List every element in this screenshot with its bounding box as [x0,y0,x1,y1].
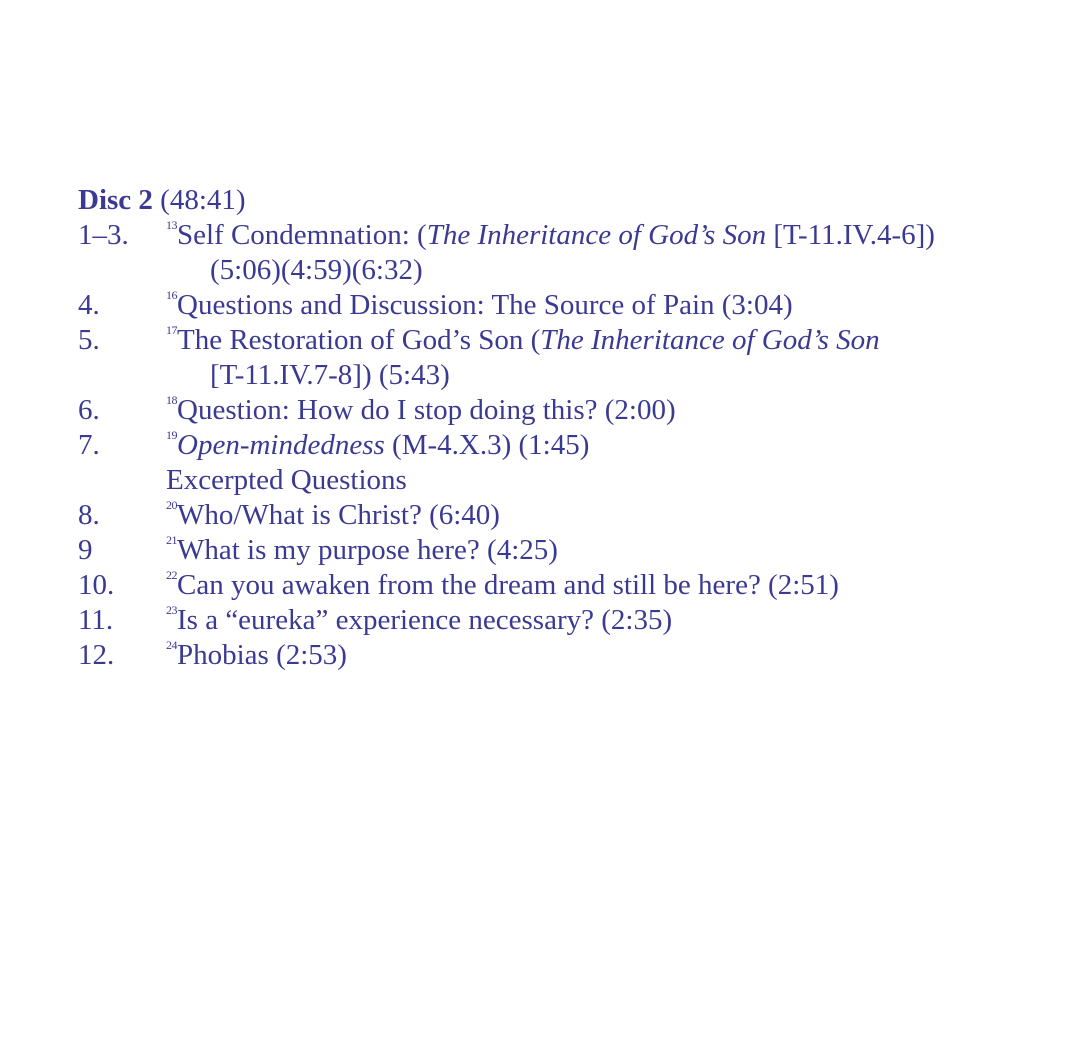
track-row [78,393,1068,428]
track-title: Is a “eureka” experience necessary? (2:35) [177,604,673,636]
track-number: 1–3. [78,219,129,251]
track-number: 8. [78,499,100,531]
footnote-ref: 17 [166,323,177,337]
track-title: Open-mindedness [177,429,385,461]
footnote-ref: 21 [166,533,177,547]
track-number: 5. [78,324,100,356]
disc-header [78,183,1068,218]
footnote-ref: 19 [166,428,177,442]
track-row [78,498,1068,533]
track-durations: (5:06)(4:59)(6:32) [210,254,423,286]
footnote-ref: 23 [166,603,177,617]
track-row [78,638,1068,673]
footnote-ref: 13 [166,218,177,232]
track-title: Question: How do I stop doing this? (2:00) [177,394,676,426]
track-number: 9 [78,534,93,566]
track-listing [78,183,1068,673]
track-number: 12. [78,639,115,671]
track-number: 7. [78,429,100,461]
source-title: The Inheritance of God’s Son [426,219,767,251]
track-content [166,288,1068,323]
track-row [78,323,1068,393]
track-title: Self Condemnation: ( [177,219,427,251]
track-content [166,393,1068,428]
track-title: Questions and Discussion: The Source of Pain (3:04) [177,289,793,321]
footnote-ref: 20 [166,498,177,512]
track-row [78,428,1068,463]
track-content [166,428,1068,463]
track-number: 4. [78,289,100,321]
track-row [78,533,1068,568]
section-subheading: Excerpted Questions [166,464,407,496]
track-number: 10. [78,569,115,601]
track-number: 6. [78,394,100,426]
track-content [166,568,1068,603]
track-row [78,603,1068,638]
disc-duration: (48:41) [160,184,246,216]
footnote-ref: 18 [166,393,177,407]
track-number: 11. [78,604,114,636]
track-content [166,603,1068,638]
track-title: What is my purpose here? (4:25) [177,534,558,566]
disc-label: Disc 2 [78,184,153,216]
track-reference-duration: [T-11.IV.7-8]) (5:43) [210,359,450,391]
footnote-ref: 16 [166,288,177,302]
track-row [78,568,1068,603]
track-row [78,288,1068,323]
footnote-ref: 24 [166,638,177,652]
track-content [166,638,1068,673]
source-reference: [T-11.IV.4-6]) [766,219,935,251]
track-content [166,323,1068,393]
source-title: The Inheritance of God’s Son [540,324,880,356]
track-title: The Restoration of God’s Son ( [177,324,541,356]
section-row [78,463,1068,498]
track-title: Can you awaken from the dream and still be here? (2:51) [177,569,839,601]
track-row [78,218,1068,288]
track-reference-duration: (M-4.X.3) (1:45) [384,429,590,461]
footnote-ref: 22 [166,568,177,582]
track-content [166,498,1068,533]
track-title: Who/What is Christ? (6:40) [177,499,500,531]
track-content [166,218,1068,288]
track-title: Phobias (2:53) [177,639,347,671]
track-content [166,533,1068,568]
